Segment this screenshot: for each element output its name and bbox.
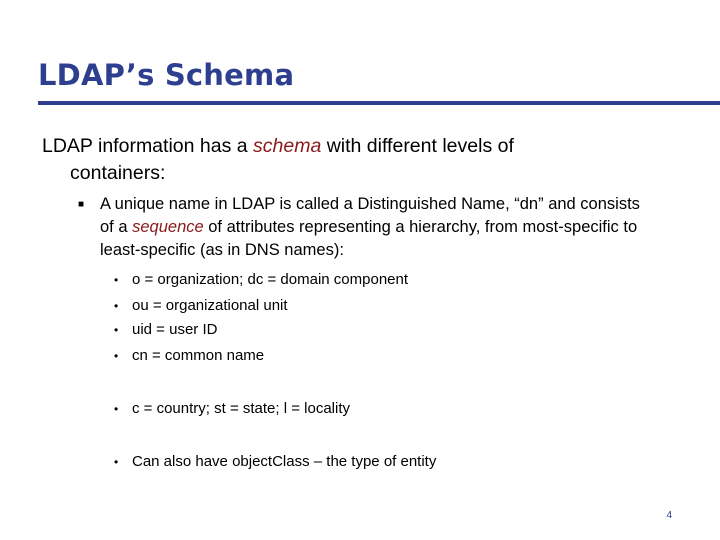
list-item-text: o = organization; dc = domain component — [132, 271, 409, 288]
dot-bullet-icon: • — [114, 455, 119, 469]
dot-bullet-icon: • — [114, 299, 119, 313]
page-number: 4 — [666, 510, 672, 521]
main-point — [42, 133, 622, 187]
list-item-text: cn = common name — [132, 347, 265, 364]
list-item — [114, 270, 408, 290]
list-item — [114, 452, 436, 472]
sub-point — [78, 193, 658, 262]
main-point-continuation: containers: — [70, 162, 166, 184]
list-item-text: ou = organizational unit — [132, 297, 288, 314]
list-item — [114, 296, 288, 316]
list-item — [114, 320, 217, 340]
title-underline — [38, 101, 720, 105]
list-item-text: uid = user ID — [132, 321, 218, 338]
list-item — [114, 399, 350, 419]
sub-point-text — [78, 193, 658, 262]
sub-point-emphasis: sequence — [132, 218, 204, 236]
slide-title: LDAP’s Schema — [38, 58, 295, 92]
sub-point-text-after: of attributes representing a hierarchy, from most-specific to least-specific (as in DNS names): — [100, 218, 638, 259]
dot-bullet-icon: • — [114, 323, 119, 337]
main-point-text-after: with different levels of — [321, 135, 514, 157]
main-point-text-before: LDAP information has a — [42, 135, 254, 157]
dot-bullet-icon: • — [114, 349, 119, 363]
list-item-text: c = country; st = state; l = locality — [132, 400, 351, 417]
dot-bullet-icon: • — [114, 273, 119, 287]
main-point-emphasis: schema — [253, 135, 322, 157]
list-item-text: Can also have objectClass – the type of entity — [132, 453, 437, 470]
square-bullet-icon: ■ — [78, 199, 85, 210]
list-item — [114, 346, 264, 366]
dot-bullet-icon: • — [114, 402, 119, 416]
sub-point-text-before: A unique name in LDAP is called a Distinguished Name, “dn” and consists of a — [100, 195, 640, 236]
